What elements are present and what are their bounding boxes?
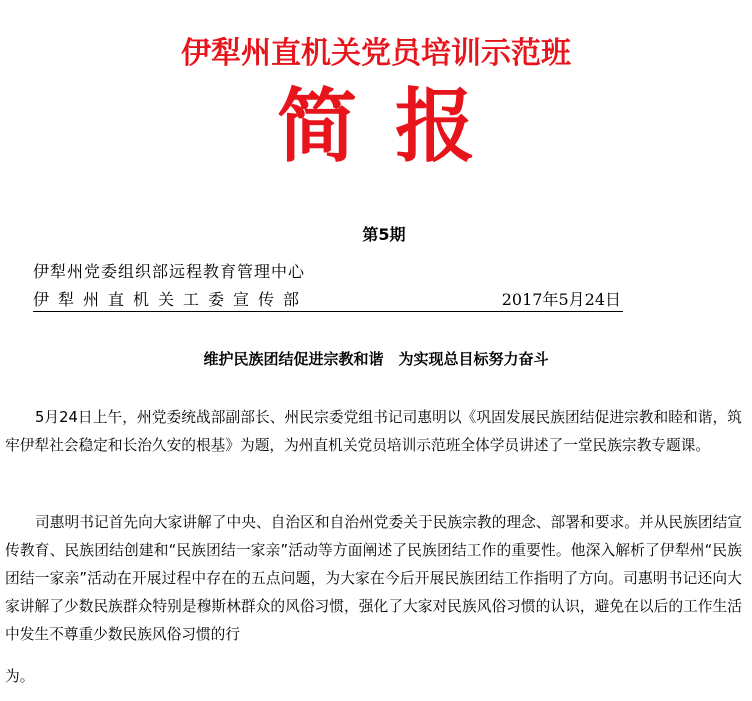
publisher-line-2: 伊犁州直机关工委宣传部 xyxy=(33,290,309,309)
issue-number: 第5期 xyxy=(362,225,406,244)
masthead-title: 伊犁州直机关党员培训示范班 xyxy=(181,36,571,71)
publisher-row xyxy=(33,287,623,312)
article-paragraph: 司惠明书记首先向大家讲解了中央、自治区和自治州党委关于民族宗教的理念、部署和要求。并从民族团结宣传教育、民族团结创建和“民族团结一家亲”活动等方面阐述了民族团结工作的重要性。他深入解析了伊犁州“民族团结一家亲”活动在开展过程中存在的五点问题，为大家在今后开展民族团结工作指明了方向。司惠明书记还向大家讲解了少数民族群众特别是穆斯林群众的风俗习惯，强化了大家对民族风俗习惯的认识，避免在以后的工作生活中发生不尊重少数民族风俗习惯的行 xyxy=(5,514,742,643)
publish-date: 2017年5月24日 xyxy=(501,290,621,309)
article-headline: 维护民族团结促进宗教和谐 为实现总目标努力奋斗 xyxy=(203,350,549,368)
article-paragraph-tail: 为。 xyxy=(5,668,35,685)
masthead-main: 简报 xyxy=(277,79,513,173)
publisher-line-1: 伊犁州党委组织部远程教育管理中心 xyxy=(33,262,306,281)
article-paragraph: 5月24日上午，州党委统战部副部长、州民宗委党组书记司惠明以《巩固发展民族团结促进宗教和睦和谐，筑牢伊犁社会稳定和长治久安的根基》为题，为州直机关党员培训示范班全体学员讲述了一堂民族宗教专题课。 xyxy=(5,409,742,454)
